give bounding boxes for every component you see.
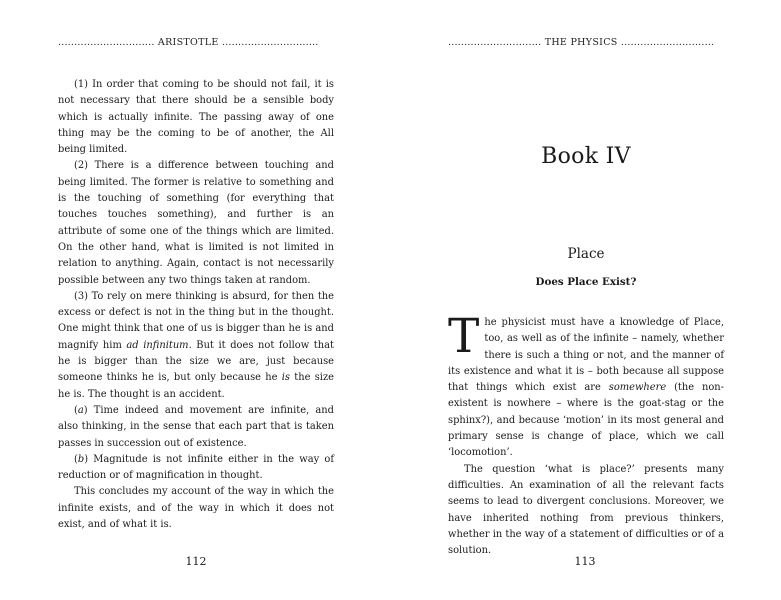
paragraph-3 xyxy=(58,289,334,403)
book-title: Book IV xyxy=(541,144,631,169)
paragraph-3-text-a: (3) To rely on mere thinking is absurd, for then the excess or defect is not in the thing but in the thought. One might think that one of us is bigger than he is and magnify him xyxy=(58,290,334,351)
paragraph-3-text-c: the size he is. The thought is an accident. xyxy=(58,372,334,400)
running-head-dots-before: .............................. xyxy=(58,37,155,48)
opening-paragraph-text-b: (the non-existent is nowhere – where is the goat-stag or the sphinx?), and because ‘motion’ in its most general and primary sense is change of place, which we call ‘locomotion’. xyxy=(448,382,724,459)
paragraph-4-label: a xyxy=(77,404,84,416)
paragraph-5-label: b xyxy=(77,453,85,465)
paragraph-2: (2) There is a difference between touching and being limited. The former is relative to something and is the touching of something (for everything that touches touches something), and further is an attribute of some one of the things which are limited. On the other hand, what is limited is not limited in relation to anything. Again, contact is not necessarily possible between any two things taken at random. xyxy=(58,160,334,286)
paragraph-3-text-b: . But it does not follow that he is bigger than the size we are, just because someone thinks he is, but only because he xyxy=(58,339,334,384)
running-head-dots-after: .............................. xyxy=(221,37,319,48)
paragraph-4: (a) Time indeed and movement are infinite, and also thinking, in the sense that each part that is taken passes in succession out of existence. xyxy=(58,404,334,449)
paragraph-3-italic-a: ad infinitum xyxy=(126,339,189,351)
paragraph-3-italic-b: is xyxy=(281,372,290,384)
chapter-title: Place xyxy=(567,246,605,262)
right-body-text xyxy=(448,309,724,559)
running-head-title: ARISTOTLE xyxy=(157,37,219,48)
opening-paragraph-italic: somewhere xyxy=(608,382,667,394)
paragraph-6: This concludes my account of the way in which the infinite exists, and of the way in which it does not exist, and of what it is. xyxy=(58,486,334,531)
running-head-title: THE PHYSICS xyxy=(544,37,618,48)
paragraph-5: (b) Magnitude is not infinite either in the way of reduction or of magnification in thought. xyxy=(58,453,334,482)
paragraph-5-text: Magnitude is not infinite either in the way of reduction or of magnification in thought. xyxy=(58,453,334,482)
running-head-dots-before: ............................. xyxy=(448,37,542,48)
opening-paragraph-text-a: he physicist must have a knowledge of Place, too, as well as of the infinite – namely, whether there is such a thing or not, and the manner of its existence and what it is – both because all suppose that things which exist are xyxy=(448,317,724,394)
page-number-right: 113 xyxy=(574,555,596,568)
paragraph-2: The question ‘what is place?’ presents many difficulties. An examination of all the relevant facts seems to lead to divergent conclusions. Moreover, we have inherited nothing from previous thinkers, whether in the way of a statement of difficulties or of a solution. xyxy=(448,463,724,557)
left-body-text xyxy=(58,77,334,533)
running-head-dots-after: ............................. xyxy=(620,37,715,48)
left-running-head xyxy=(58,37,336,48)
opening-paragraph xyxy=(448,309,724,462)
section-title: Does Place Exist? xyxy=(535,276,637,288)
page-number-left: 112 xyxy=(185,555,207,568)
paragraph-1: (1) In order that coming to be should not fail, it is not necessary that there should be a sensible body which is actually infinite. The passing away of one thing may be the coming to be of another, the All being limited. xyxy=(58,79,334,156)
drop-cap: T xyxy=(448,309,480,364)
right-page xyxy=(390,0,781,600)
left-page xyxy=(0,0,390,600)
paragraph-4-text: Time indeed and movement are infinite, and also thinking, in the sense that each part that is taken passes in succession out of existence. xyxy=(58,404,334,449)
right-running-head xyxy=(448,37,726,48)
